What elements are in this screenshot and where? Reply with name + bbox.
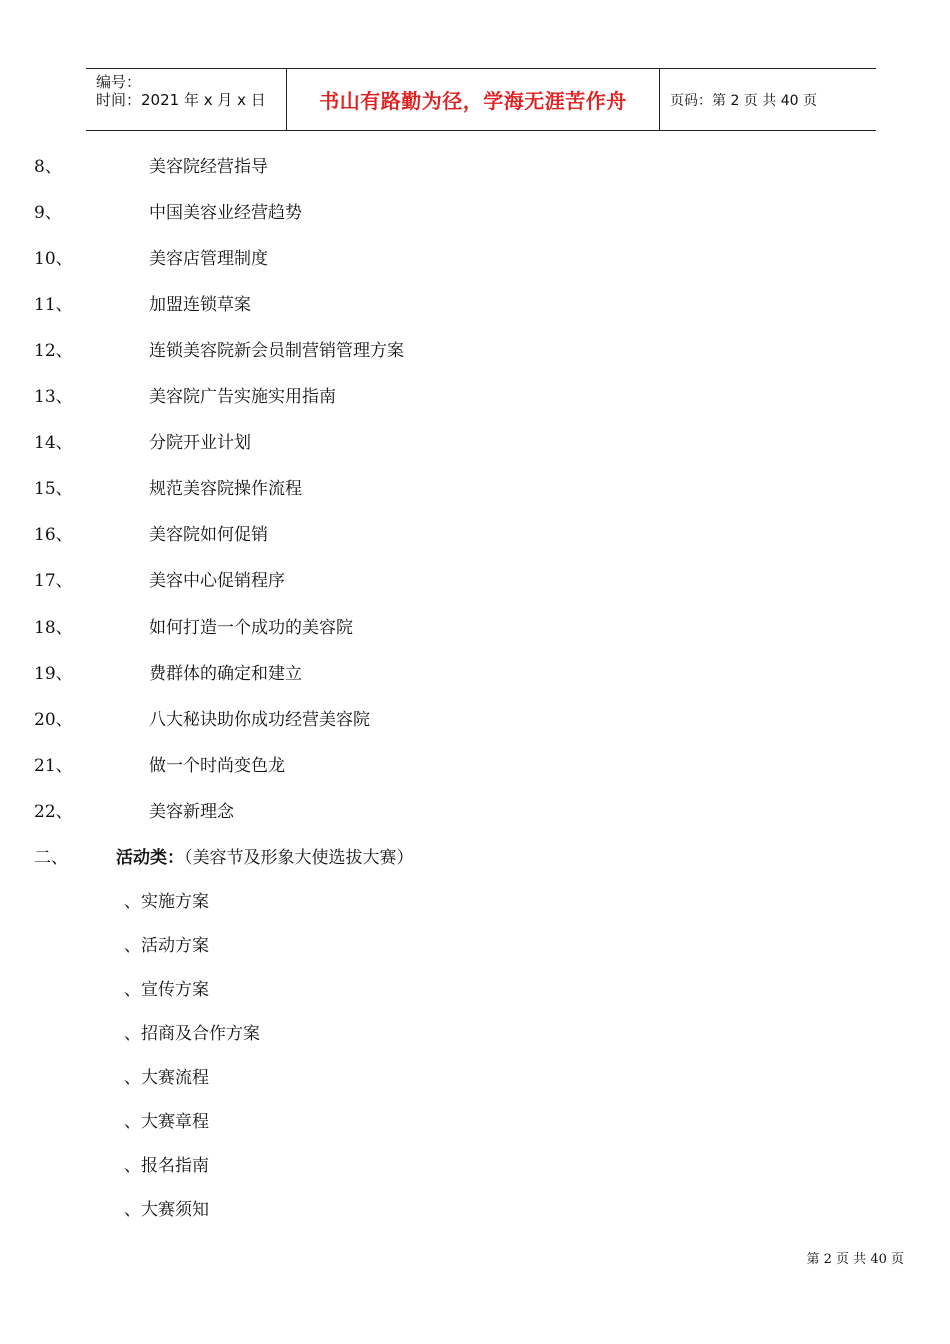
item-text: 美容院经营指导	[149, 157, 268, 177]
item-text: 美容院广告实施实用指南	[149, 387, 336, 407]
section-subitem: 、大赛流程	[124, 1068, 209, 1088]
header-time-label: 时间：2021 年 x 月 x 日	[96, 91, 266, 109]
item-number: 14、	[34, 433, 73, 453]
section-subitem: 、大赛章程	[124, 1112, 209, 1132]
section-subitem: 、大赛须知	[124, 1200, 209, 1220]
item-text: 美容新理念	[149, 802, 234, 822]
item-text: 美容中心促销程序	[149, 571, 285, 591]
item-text: 中国美容业经营趋势	[149, 203, 302, 223]
item-number: 18、	[34, 618, 73, 638]
section-subitem: 、实施方案	[124, 892, 209, 912]
item-text: 连锁美容院新会员制营销管理方案	[149, 341, 404, 361]
item-text: 加盟连锁草案	[149, 295, 251, 315]
section-number: 二、	[34, 848, 68, 868]
item-number: 13、	[34, 387, 73, 407]
section-title	[116, 843, 414, 868]
item-number: 9、	[34, 203, 62, 223]
item-number: 21、	[34, 756, 73, 776]
item-text: 规范美容院操作流程	[149, 479, 302, 499]
item-number: 12、	[34, 341, 73, 361]
header-motto-cell	[287, 69, 660, 130]
section-title-rest: （美容节及形象大使选拔大赛）	[184, 848, 414, 868]
page-footer: 第 2 页 共 40 页	[806, 1252, 904, 1267]
item-text: 美容店管理制度	[149, 249, 268, 269]
section-subitem: 、宣传方案	[124, 980, 209, 1000]
item-text: 做一个时尚变色龙	[149, 756, 285, 776]
page-header	[86, 68, 876, 131]
item-number: 19、	[34, 664, 73, 684]
item-number: 20、	[34, 710, 73, 730]
item-number: 22、	[34, 802, 73, 822]
item-number: 10、	[34, 249, 73, 269]
item-text: 美容院如何促销	[149, 525, 268, 545]
item-text: 如何打造一个成功的美容院	[149, 618, 353, 638]
item-number: 15、	[34, 479, 73, 499]
item-number: 16、	[34, 525, 73, 545]
header-motto: 书山有路勤为径，学海无涯苦作舟	[319, 89, 627, 113]
section-subitem: 、活动方案	[124, 936, 209, 956]
item-text: 分院开业计划	[149, 433, 251, 453]
item-number: 17、	[34, 571, 73, 591]
section-subitem: 、招商及合作方案	[124, 1024, 260, 1044]
item-text: 八大秘诀助你成功经营美容院	[149, 710, 370, 730]
header-meta-cell	[86, 69, 287, 130]
section-subitem: 、报名指南	[124, 1156, 209, 1176]
header-number-label: 编号：	[96, 73, 142, 91]
item-number: 8、	[34, 157, 62, 177]
item-text: 费群体的确定和建立	[149, 664, 302, 684]
item-number: 11、	[34, 295, 73, 315]
header-page-cell	[660, 69, 876, 130]
section-title-bold: 活动类：	[116, 848, 184, 868]
header-page-label: 页码：第 2 页 共 40 页	[670, 92, 817, 109]
